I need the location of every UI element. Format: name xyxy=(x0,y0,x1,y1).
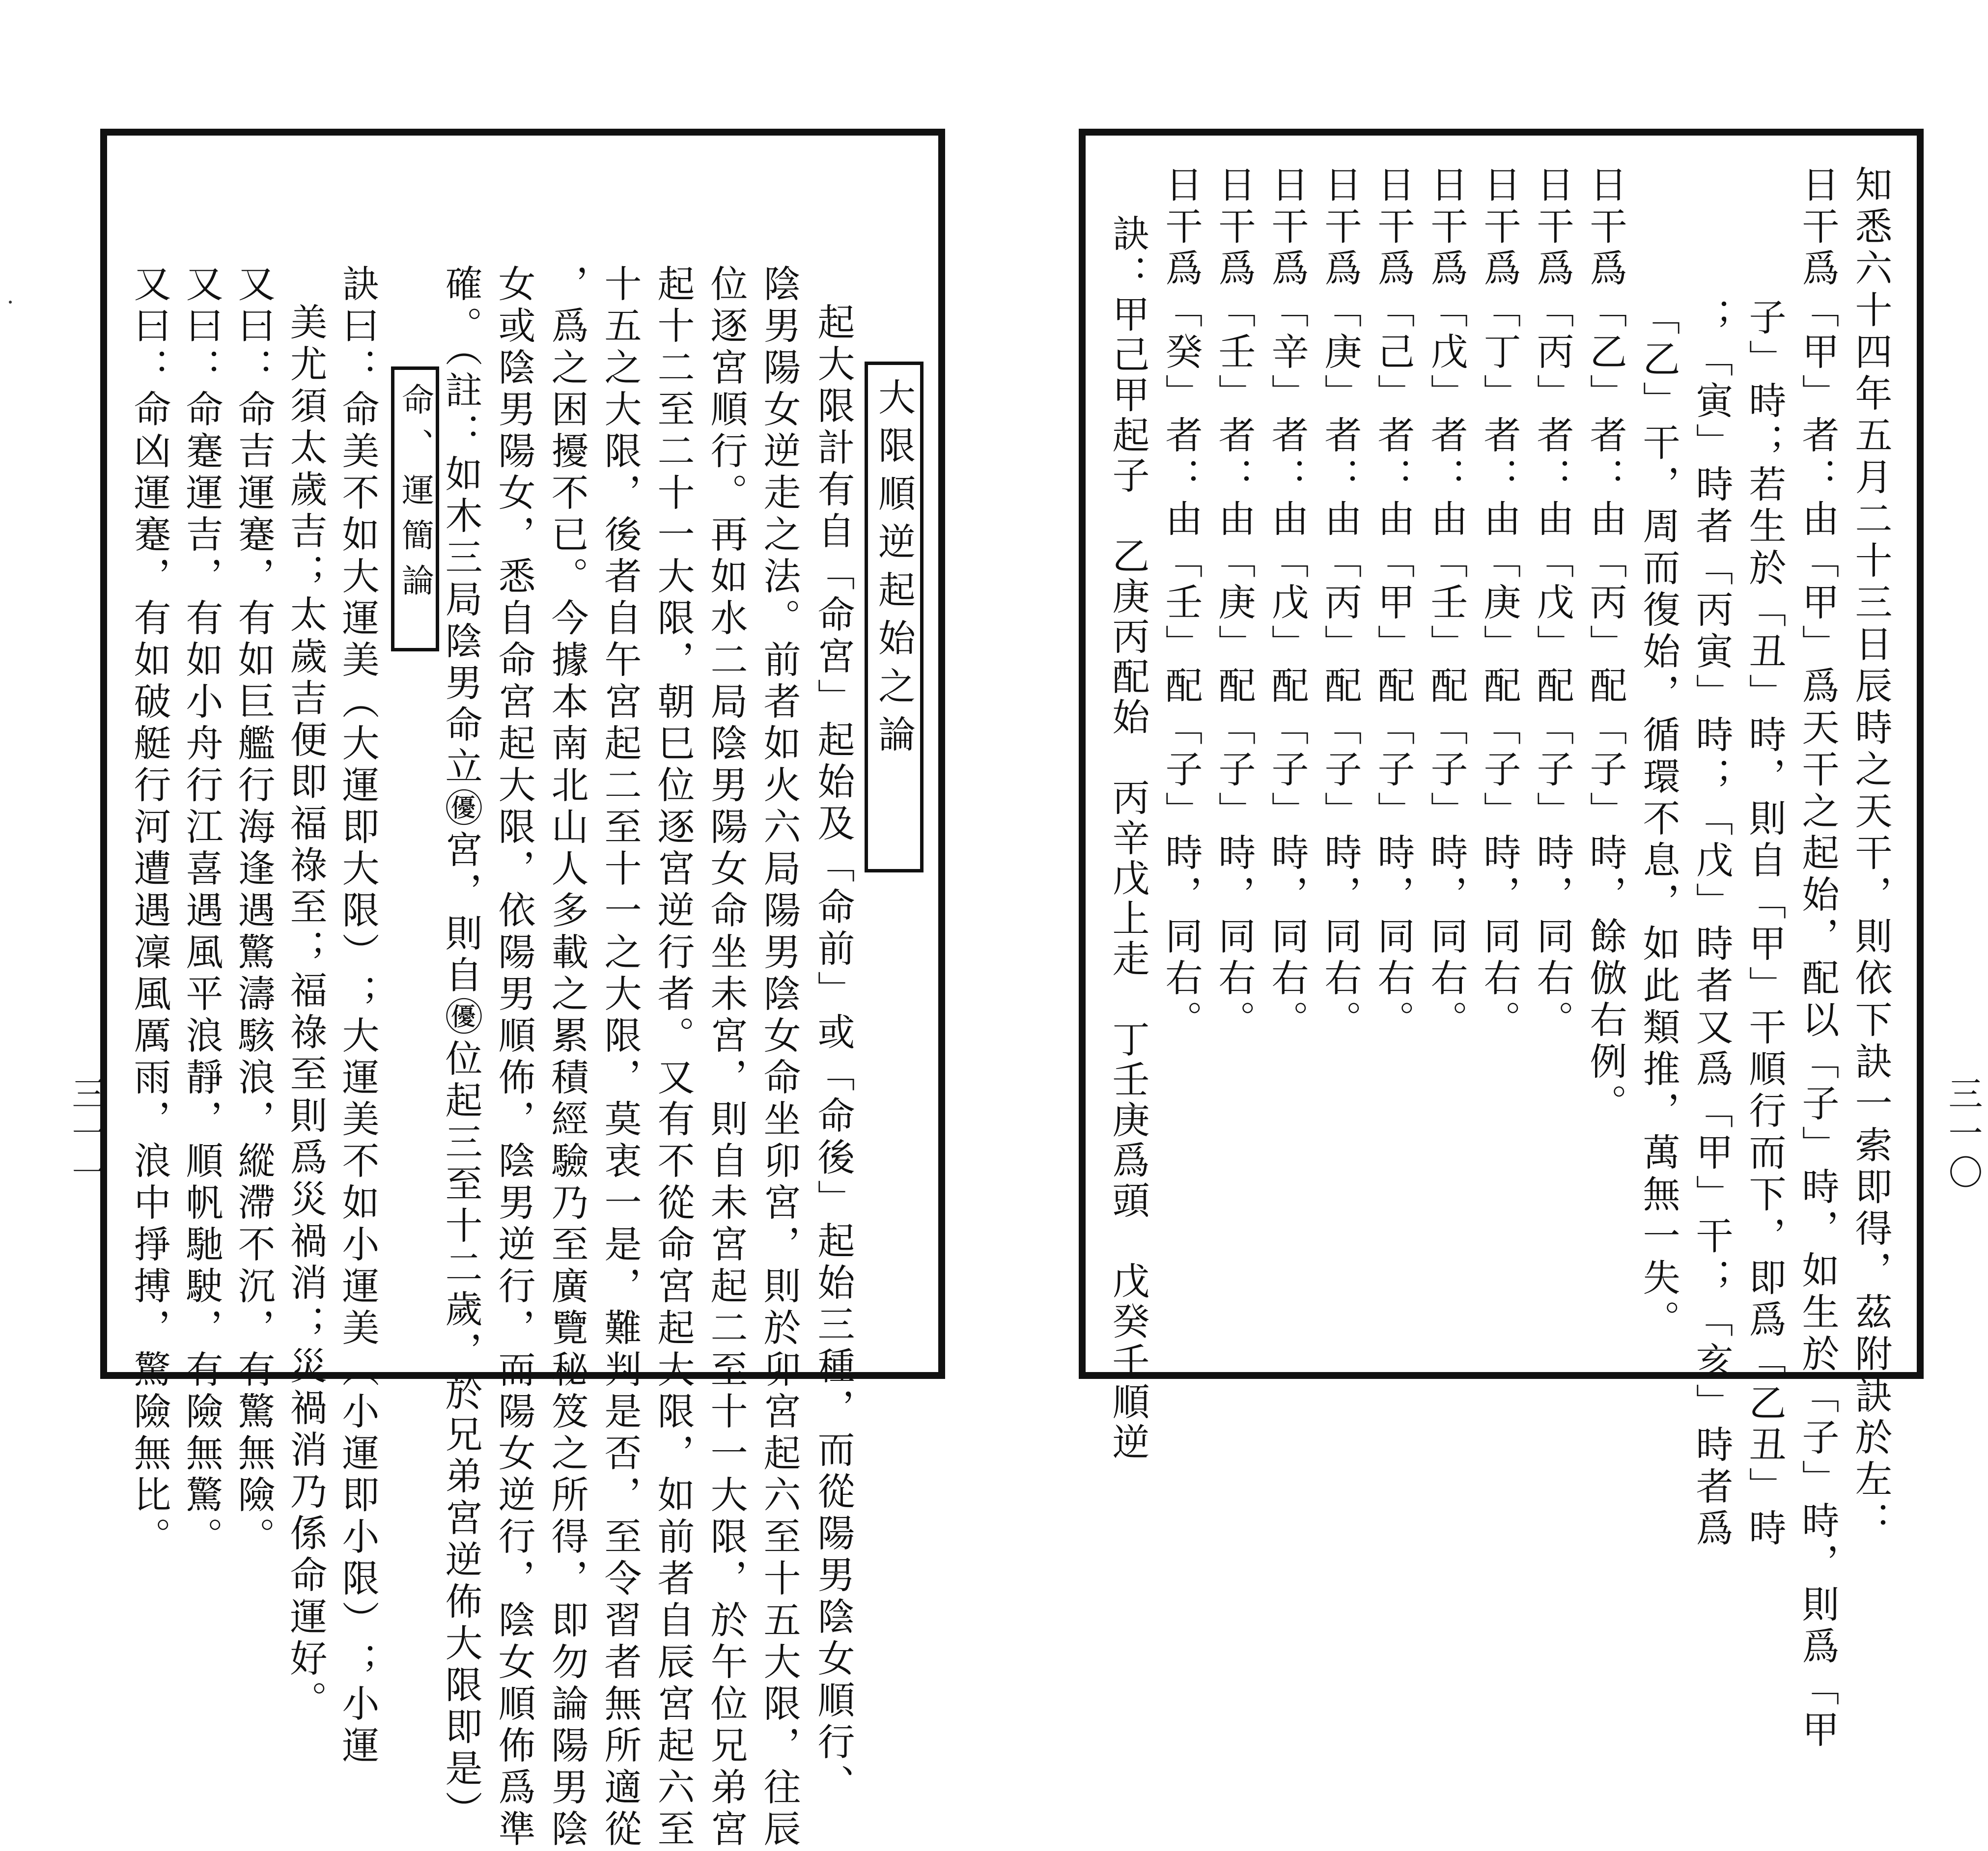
body-line: ；「寅」時者「丙寅」時；「戊」時者又爲「甲」干；「亥」時者爲 xyxy=(1690,298,1734,1550)
body-line: 美尤須太歲吉；太歲吉便即福祿至；福祿至則爲災禍消；災禍消乃係命運好。 xyxy=(284,303,328,1722)
body-line: 子」時；若生於「丑」時，則自「甲」干順行而下，即爲「乙丑」時 xyxy=(1743,298,1787,1550)
body-line: 「乙」干，周而復始，循環不息，如此類推，萬無一失。 xyxy=(1637,298,1680,1342)
body-line: 起十二至二十一大限，朝巳位逐宮逆行者。又有不從命宮起大限，如前者自辰宮起六至 xyxy=(651,264,695,1851)
body-line: 知悉六十四年五月二十三日辰時之天干，則依下訣一索即得，茲附訣於左： xyxy=(1849,165,1893,1543)
section-title: 大限順逆起始之論 xyxy=(865,362,924,872)
rule-line: 日干爲「戊」者：由「壬」配「子」時，同右。 xyxy=(1425,165,1468,1042)
body-line: 又曰：命吉運蹇，有如巨艦行海逢遇驚濤駭浪，縱滯不沉，有驚無險。 xyxy=(232,264,276,1559)
left-page xyxy=(0,0,985,1851)
rule-line: 日干爲「乙」者：由「丙」配「子」時，餘倣右例。 xyxy=(1584,165,1627,1125)
rule-line: 日干爲「庚」者：由「丙」配「子」時，同右。 xyxy=(1318,165,1362,1042)
body-line: ，爲之困擾不已。今據本南北山人多載之累積經驗乃至廣覽秘笈之所得，即勿論陽男陰 xyxy=(545,264,589,1851)
rule-line: 日干爲「癸」者：由「壬」配「子」時，同右。 xyxy=(1159,165,1203,1042)
body-line: 又曰：命蹇運吉，有如小舟行江喜遇風平浪靜，順帆馳駛，有險無驚。 xyxy=(180,264,224,1559)
body-line: 女或陰男陽女，悉自命宮起大限，依陽男順佈，陰男逆行，而陽女逆行，陰女順佈爲準 xyxy=(492,264,536,1851)
text-frame xyxy=(100,129,945,1851)
body-line: 陰男陽女逆走之法。前者如火六局陽男陰女命坐卯宮，則於卯宮起六至十五大限，往辰 xyxy=(757,264,801,1851)
rule-line: 日干爲「壬」者：由「庚」配「子」時，同右。 xyxy=(1212,165,1256,1042)
right-page xyxy=(985,0,1983,1752)
body-line: 訣曰：命美不如大運美（大運即大限）；大運美不如小運美（小運即小限）；小運 xyxy=(336,264,380,1767)
rule-line: 日干爲「丙」者：由「戊」配「子」時，同右。 xyxy=(1531,165,1574,1042)
body-line: 日干爲「甲」者：由「甲」爲天干之起始，配以「子」時，如生於「子」時，則爲「甲 xyxy=(1796,165,1840,1752)
rule-line: 日干爲「己」者：由「甲」配「子」時，同右。 xyxy=(1372,165,1415,1042)
body-line: 位逐宮順行。再如水二局陰男陽女命坐未宮，則自未宮起二至十一大限，於午位兄弟宮 xyxy=(704,264,748,1851)
body-line: 起大限計有自「命宮」起始及「命前」或「命後」起始三種，而從陽男陰女順行、 xyxy=(812,303,855,1806)
rule-line: 日干爲「辛」者：由「戊」配「子」時，同右。 xyxy=(1265,165,1309,1042)
rule-line: 日干爲「丁」者：由「庚」配「子」時，同右。 xyxy=(1478,165,1521,1042)
body-line: 又曰：命凶運蹇，有如破艇行河遭遇凜風厲雨，浪中掙搏，驚險無比。 xyxy=(128,264,171,1559)
page-number: 三一〇 xyxy=(1943,1076,1983,1194)
text-frame xyxy=(1079,129,1924,1752)
body-line: 確。（註：如木三局陰男命立㊝宮，則自㊝位起三至十二歲，於兄弟宮逆佈大限即是） xyxy=(439,264,483,1832)
page-number: 三一一 xyxy=(66,1076,107,1194)
scan-speck xyxy=(9,301,12,304)
mnemonic-line: 訣：甲己甲起子 乙庚丙配始 丙辛戊上走 丁壬庚爲頭 戊癸壬順逆 xyxy=(1106,214,1150,1463)
body-line: 十五之大限，後者自午宮起二至十一之大限，莫衷一是，難判是否，至令習者無所適從 xyxy=(598,264,642,1851)
subsection-title: 命、運簡論 xyxy=(391,366,439,651)
